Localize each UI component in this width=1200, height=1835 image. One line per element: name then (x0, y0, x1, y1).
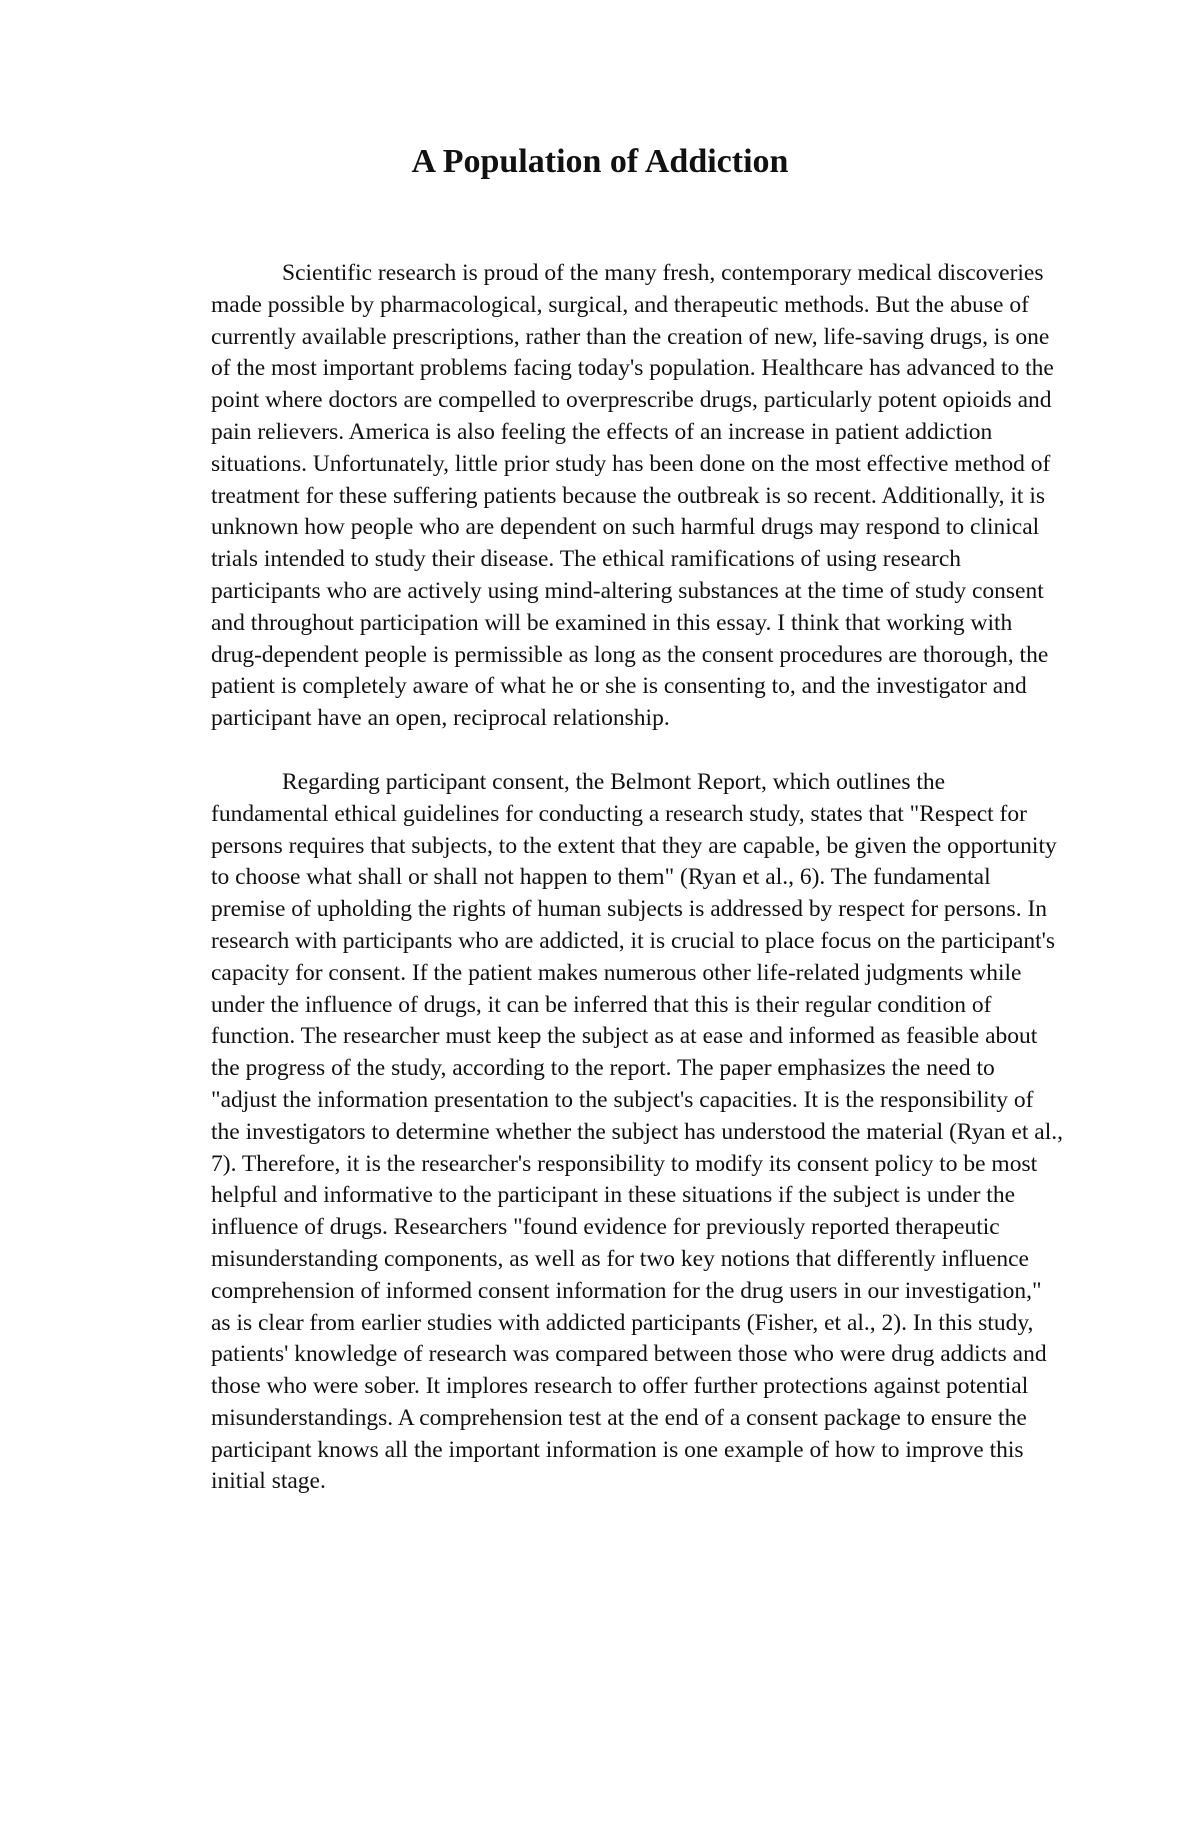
document-title: A Population of Addiction (411, 143, 789, 180)
document-body (211, 258, 1064, 1498)
paragraph-1: Scientific research is proud of the many fresh, contemporary medical discoveries made possible by pharmacological, surgical, and therapeutic methods. But the abuse of currently available prescriptions, rather than the creation of new, life-saving drugs, is one of the most important problems facing today's population. Healthcare has advanced to the point where doctors are compelled to overprescribe drugs, particularly potent opioids and pain relievers. America is also feeling the effects of an increase in patient addiction situations. Unfortunately, little prior study has been done on the most effective method of treatment for these suffering patients because the outbreak is so recent. Additionally, it is unknown how people who are dependent on such harmful drugs may respond to clinical trials intended to study their disease. The ethical ramifications of using research participants who are actively using mind-altering substances at the time of study consent and throughout participation will be examined in this essay. I think that working with drug-dependent people is permissible as long as the consent procedures are thorough, the patient is completely aware of what he or she is consenting to, and the investigator and participant have an open, reciprocal relationship. (211, 260, 1054, 732)
paragraph-2: Regarding participant consent, the Belmont Report, which outlines the fundamental ethical guidelines for conducting a research study, states that "Respect for persons requires that subjects, to the extent that they are capable, be given the opportunity to choose what shall or shall not happen to them" (Ryan et al., 6). The fundamental premise of upholding the rights of human subjects is addressed by respect for persons. In research with participants who are addicted, it is crucial to place focus on the participant's capacity for consent. If the patient makes numerous other life-related judgments while under the influence of drugs, it can be inferred that this is their regular condition of function. The researcher must keep the subject as at ease and informed as feasible about the progress of the study, according to the report. The paper emphasizes the need to "adjust the information presentation to the subject's capacities. It is the responsibility of the investigators to determine whether the subject has understood the material (Ryan et al., 7). Therefore, it is the researcher's responsibility to modify its consent policy to be most helpful and informative to the participant in these situations if the subject is under the influence of drugs. Researchers "found evidence for previously reported therapeutic misunderstanding components, as well as for two key notions that differently influence comprehension of informed consent information for the drug users in our investigation," as is clear from earlier studies with addicted participants (Fisher, et al., 2). In this study, patients' knowledge of research was compared between those who were drug addicts and those who were sober. It implores research to offer further protections against potential misunderstandings. A comprehension test at the end of a consent package to ensure the participant knows all the important information is one example of how to improve this initial stage. (211, 768, 1063, 1495)
